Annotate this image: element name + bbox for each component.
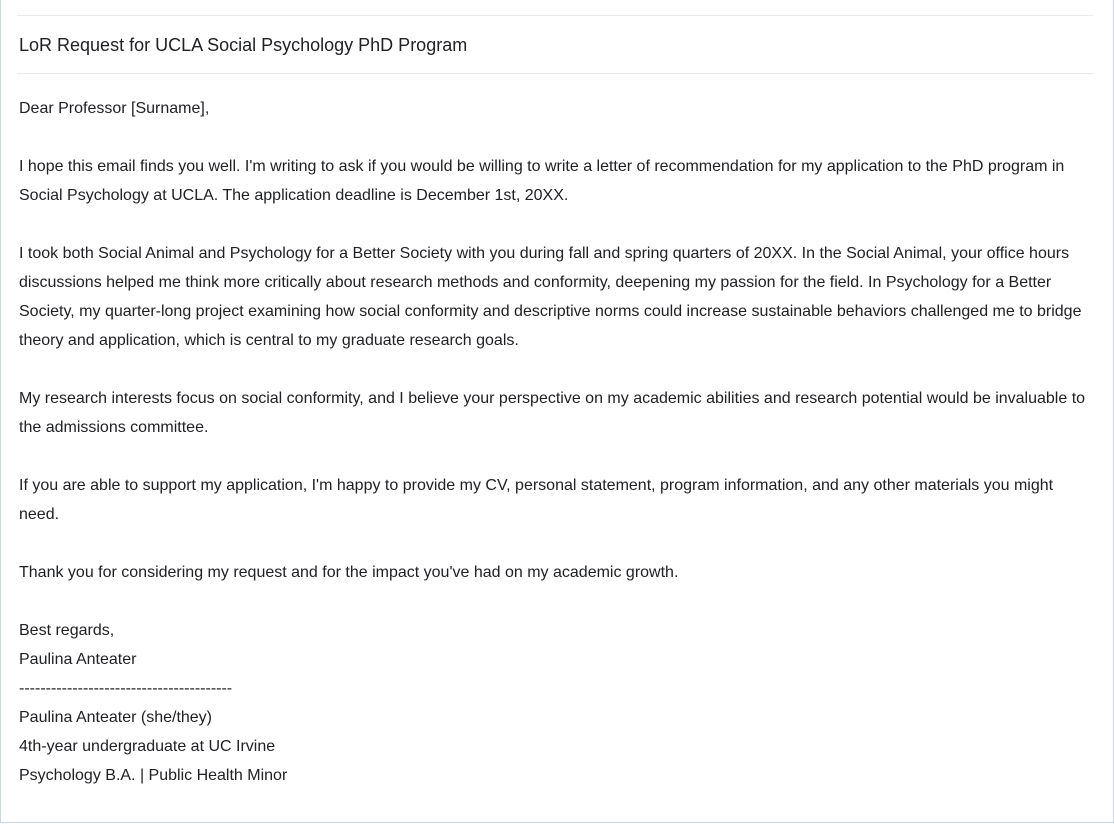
sender-name: Paulina Anteater	[19, 651, 137, 668]
body-paragraph-1: I hope this email finds you well. I'm writing to ask if you would be willing to write a letter of recommendation for my application to the PhD program in Social Psychology at UCLA. The application deadline is December 1st, 20XX.	[19, 158, 1065, 204]
signature-role: 4th-year undergraduate at UC Irvine	[19, 738, 276, 755]
signature-degree: Psychology B.A. | Public Health Minor	[19, 767, 288, 784]
greeting-text: Dear Professor [Surname],	[19, 100, 210, 117]
signature-block	[19, 616, 1095, 790]
body-paragraph-4: If you are able to support my application, I'm happy to provide my CV, personal statement, program information, and any other materials you might need.	[19, 477, 1054, 523]
subject-input[interactable]	[19, 34, 919, 56]
body-paragraph-5: Thank you for considering my request and for the impact you've had on my academic growth.	[19, 564, 679, 581]
body-paragraph-3: My research interests focus on social conformity, and I believe your perspective on my academic abilities and research potential would be invaluable to the admissions committee.	[19, 390, 1086, 436]
signature-divider: ----------------------------------------	[19, 680, 233, 697]
message-body[interactable]	[19, 94, 1095, 790]
closing-text: Best regards,	[19, 622, 115, 639]
subject-row	[17, 16, 1093, 74]
body-paragraph-2: I took both Social Animal and Psychology for a Better Society with you during fall and spring quarters of 20XX. In the Social Animal, your office hours discussions helped me think more critically about research methods and conformity, deepening my passion for the field. In Psychology for a Better Society, my quarter-long project examining how social conformity and descriptive norms could increase sustainable behaviors challenged me to bridge theory and application, which is central to my graduate research goals.	[19, 245, 1082, 349]
signature-name: Paulina Anteater (she/they)	[19, 709, 213, 726]
